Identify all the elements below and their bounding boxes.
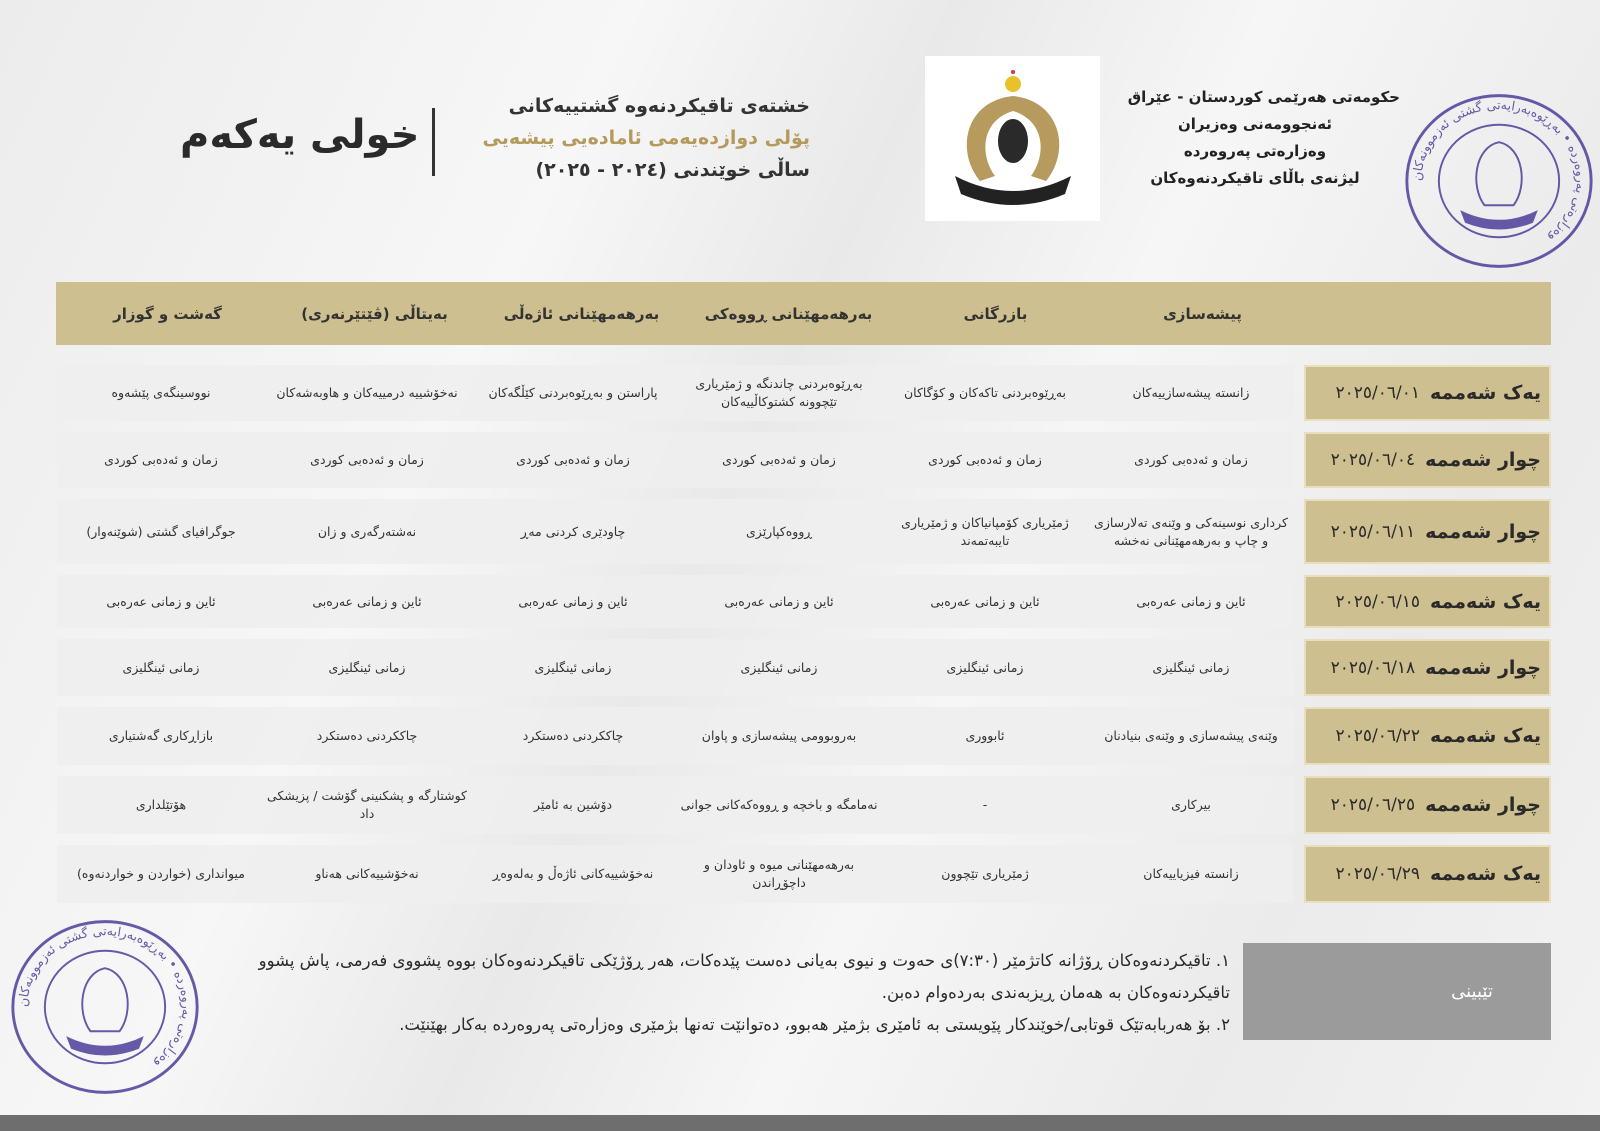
subject-cell: نەخۆشییەکانی هەناو [315,866,419,881]
ministry-stamp-icon [1402,88,1596,274]
subject-cells [57,707,1294,765]
subject-cell: ئابووری [965,728,1005,743]
exam-date: ٢٠٢٥/٠٦/١١ [1330,521,1416,542]
day-name: یەک شەممە [1430,382,1541,404]
subject-cell: بەرهەمهێنانی میوە و ئاودان و داچۆڕاندن [703,857,855,890]
header-plant-production: بەرهەمهێنانی ڕووەکی [704,304,873,323]
date-cell [1304,499,1551,564]
header-veterinary: بەیتاڵی (ڤێتێرنەری) [301,304,448,323]
gov-line: حکومەتی هەرێمی کوردستان - عێراق [1127,88,1400,106]
subject-cell: زمان و ئەدەبی کوردی [516,452,630,467]
subject-cell: زانستە فیزیاییەکان [1143,866,1239,881]
header-tourism: گەشت و گوزار [113,304,222,323]
subject-cell: ئاین و زمانی عەرەبی [312,593,422,609]
subject-cell: نەشتەرگەری و زان [317,523,417,539]
exam-date: ٢٠٢٥/٠٦/١٥ [1335,591,1421,612]
gov-line: وەزارەتی پەروەردە [1183,142,1327,160]
subject-cell: وێنەی پیشەسازی و وێنەی بنیادنان [1104,728,1278,743]
subject-cells [57,575,1294,628]
subject-cell: زمانی ئینگلیزی [740,659,818,675]
subject-cell: بیرکاری [1171,797,1211,812]
subject-cell: زمان و ئەدەبی کوردی [310,452,424,467]
bottom-bar [0,1115,1600,1131]
subject-cell: زمانی ئینگلیزی [946,659,1024,675]
subject-cell: بەڕێوەبردنی چاندنگە و ژمێریاری تێچوونە کشتوکاڵییەکان [695,376,863,409]
subject-cell: بازاڕکاری گەشتیاری [108,728,214,743]
day-name: یەک شەممە [1430,590,1541,613]
exam-date: ٢٠٢٥/٠٦/٠٤ [1330,450,1416,470]
subject-cell: - [982,797,988,812]
title-block [450,90,810,186]
kurdistan-emblem [925,56,1100,221]
ministry-stamp-icon [8,914,202,1100]
exam-date: ٢٠٢٥/٠٦/٢٥ [1330,795,1416,815]
table-header [56,282,1551,345]
subject-cell: زمان و ئەدەبی کوردی [1134,452,1248,467]
subject-cell: بەڕێوەبردنی تاکەکان و کۆگاکان [903,385,1067,400]
government-header [1110,84,1400,192]
subject-cell: ژمێریاری کۆمپانیاکان و ژمێریاری تایبەتمەند [901,514,1069,548]
date-cell [1304,845,1551,903]
note-item: ٢. بۆ هەربابەتێک قوتابی/خوێندکار پێویستی بە ئامێری بژمێر هەبوو، دەتوانێت تەنها بژمێری وەزارەتی پەروەردە بەکار بهێنێت. [399,1015,1230,1034]
subject-cell: زمان و ئەدەبی کوردی [722,452,836,467]
subject-cell: زمان و ئەدەبی کوردی [104,452,218,467]
subject-cell: دۆشین بە ئامێر [533,797,613,812]
date-cell [1304,639,1551,696]
day-name: یەک شەممە [1430,725,1541,747]
table-row [56,776,1551,834]
table-row [56,639,1551,696]
stamp-text: وەزارەتی پەروەردە • بەڕێوەبەرایەتی گشتی ئەزموونەکان [1409,97,1589,247]
note-item: ١. تاقیکردنەوەکان ڕۆژانە کاتژمێر (٧:٣٠)ی حەوت و نیوی بەیانی دەست پێدەکات، هەر ڕۆژێکی تاقیکردنەوەکان بووە پشووی فەرمی، پاش پشوو تاقیکردنەوەکان بە هەمان ڕیزبەندی بەردەوام دەبن. [258,951,1230,1002]
subject-cell: کرداری نوسینەکی و وێنەی تەلارسازی و چاپ و بەرهەمهێنانی نەخشە [1094,514,1288,548]
table-row [56,499,1551,564]
day-name: چوار شەممە [1425,520,1541,543]
subject-cell: زمانی ئینگلیزی [534,659,612,675]
subject-cell: زانستە پیشەسازییەکان [1132,385,1250,400]
date-cell [1304,365,1551,421]
subject-cell: هۆتێلداری [135,797,187,812]
title-line-3: ساڵی خوێندنی (٢٠٢٤ - ٢٠٢٥) [535,159,810,181]
header-commerce: بازرگانی [963,304,1028,323]
date-cell [1304,776,1551,834]
subject-cell: میوانداری (خواردن و خواردنەوە) [77,866,245,881]
table-row [56,365,1551,421]
subject-cell: پاراستن و بەڕێوەبردنی کێڵگەکان [488,385,658,400]
subject-cell: زمانی ئینگلیزی [1152,659,1230,675]
notes-label: تێبینی [1243,943,1551,1040]
day-name: چوار شەممە [1425,449,1541,471]
day-name: یەک شەممە [1430,863,1541,885]
title-line-1: خشتەی تاقیکردنەوە گشتییەکانی [508,95,810,117]
table-row [56,845,1551,903]
subject-cell: ئاین و زمانی عەرەبی [518,593,628,609]
table-row [56,707,1551,765]
header-date [1306,282,1551,345]
stamp-text: وەزارەتی پەروەردە • بەڕێوەبەرایەتی گشتی ئەزموونەکان [15,923,195,1073]
subject-cells [57,845,1294,903]
title-line-2: پۆلی دوازدەیەمی ئامادەیی پیشەیی [482,127,810,149]
header-animal-production: بەرهەمهێنانی ئاژەڵی [503,304,660,323]
eagle-emblem-icon [925,56,1100,221]
subject-cell: نووسینگەی پێشەوە [111,385,211,400]
date-cell [1304,707,1551,765]
exam-date: ٢٠٢٥/٠٦/١٨ [1330,657,1416,678]
date-cell [1304,575,1551,628]
subject-cell: ئاین و زمانی عەرەبی [724,593,834,609]
subject-cell: ژمێریاری تێچوون [941,866,1029,881]
subject-cell: ئاین و زمانی عەرەبی [1136,593,1246,609]
exam-date: ٢٠٢٥/٠٦/٢٩ [1335,864,1421,884]
date-cell [1304,432,1551,488]
round-title: خولی یەکەم [180,112,420,158]
subject-cell: ڕووەکپارێزی [746,523,812,539]
subject-cell: چاککردنی دەستکرد [522,728,624,743]
subject-cell: نەخۆشییەکانی ئاژەڵ و بەلەوەڕ [492,866,654,881]
day-name: چوار شەممە [1425,656,1541,679]
gov-line: ئەنجوومەنی وەزیران [1177,115,1333,133]
subject-cells [57,499,1294,564]
subject-cells [57,639,1294,696]
subject-cell: ئاین و زمانی عەرەبی [930,593,1040,609]
exam-date: ٢٠٢٥/٠٦/٢٢ [1335,726,1421,746]
notes [215,945,1230,1041]
day-name: چوار شەممە [1425,794,1541,816]
subject-cell: نەخۆشییە درمییەکان و هاوبەشەکان [276,385,458,400]
title-divider [432,108,435,176]
subject-cell: کوشتارگە و پشکنینی گۆشت / پزیشکی داد [266,788,468,821]
gov-line: لیژنەی باڵای تاقیکردنەوەکان [1150,169,1360,187]
subject-cell: جوگرافیای گشتی (شوێنەوار) [86,523,236,539]
subject-cell: زمانی ئینگلیزی [122,659,200,675]
subject-cells [57,365,1294,421]
subject-cell: زمان و ئەدەبی کوردی [928,452,1042,467]
subject-cell: زمانی ئینگلیزی [328,659,406,675]
subject-cell: ئاین و زمانی عەرەبی [106,593,216,609]
subject-cell: بەروبوومی پیشەسازی و پاوان [701,728,857,743]
header-industrial: پیشەسازی [1163,304,1242,323]
subject-cells [57,776,1294,834]
table-row [56,575,1551,628]
exam-date: ٢٠٢٥/٠٦/٠١ [1335,383,1421,403]
subject-cell: چاککردنی دەستکرد [316,728,418,743]
table-body [56,365,1551,903]
subject-cell: چاودێری کردنی مەڕ [520,523,626,539]
table-row [56,432,1551,488]
subject-cells [57,432,1294,488]
subject-cell: نەمامگە و باخچە و ڕووەکەکانی جوانی [680,797,878,812]
